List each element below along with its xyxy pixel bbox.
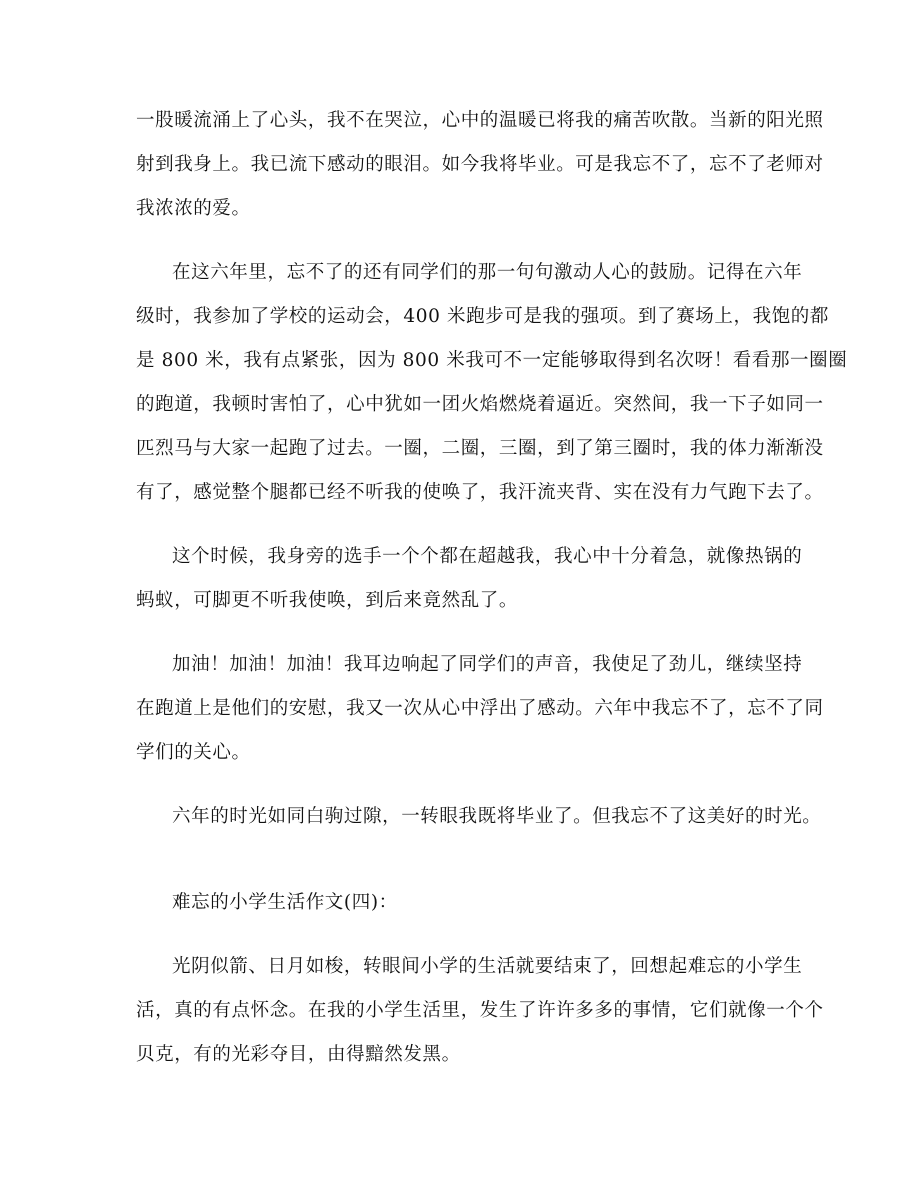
text-line-1: 一股暖流涌上了心头，我不在哭泣，心中的温暖已将我的痛苦吹散。当新的阳光照: [136, 110, 824, 131]
text-line-4: 在这六年里，忘不了的还有同学们的那一句句激动人心的鼓励。记得在六年: [172, 262, 803, 283]
text-line-8: 匹烈马与大家一起跑了过去。一圈，二圈，三圈，到了第三圈时，我的体力渐渐没: [136, 438, 824, 459]
text-line-2: 射到我身上。我已流下感动的眼泪。如今我将毕业。可是我忘不了，忘不了老师对: [136, 154, 824, 175]
text-line-16: 光阴似箭、日月如梭，转眼间小学的生活就要结束了，回想起难忘的小学生: [172, 956, 803, 977]
text-line-17: 活，真的有点怀念。在我的小学生活里，发生了许许多多的事情，它们就像一个个: [136, 1000, 824, 1021]
text-line-12: 加油！加油！加油！我耳边响起了同学们的声音，我使足了劲儿，继续坚持: [172, 654, 803, 675]
text-line-7: 的跑道，我顿时害怕了，心中犹如一团火焰燃烧着逼近。突然间，我一下子如同一: [136, 394, 824, 415]
text-line-18: 贝克，有的光彩夺目，由得黯然发黑。: [136, 1044, 461, 1065]
text-line-3: 我浓浓的爱。: [136, 198, 251, 219]
text-line-10: 这个时候，我身旁的选手一个个都在超越我，我心中十分着急，就像热锅的: [172, 546, 803, 567]
text-line-13: 在跑道上是他们的安慰，我又一次从心中浮出了感动。六年中我忘不了，忘不了同: [136, 698, 824, 719]
text-line-15: 六年的时光如同白驹过隙，一转眼我既将毕业了。但我忘不了这美好的时光。: [172, 806, 822, 827]
text-line-6: 是 800 米，我有点紧张，因为 800 米我可不一定能够取得到名次呀！看看那一圈圈: [136, 350, 848, 371]
text-line-14: 学们的关心。: [136, 742, 251, 763]
text-line-11: 蚂蚁，可脚更不听我使唤，到后来竟然乱了。: [136, 590, 519, 611]
section-heading: 难忘的小学生活作文(四)：: [172, 892, 398, 913]
text-line-9: 有了，感觉整个腿都已经不听我的使唤了，我汗流夹背、实在没有力气跑下去了。: [136, 482, 824, 503]
text-line-5: 级时，我参加了学校的运动会，400 米跑步可是我的强项。到了赛场上，我饱的都: [136, 306, 829, 327]
